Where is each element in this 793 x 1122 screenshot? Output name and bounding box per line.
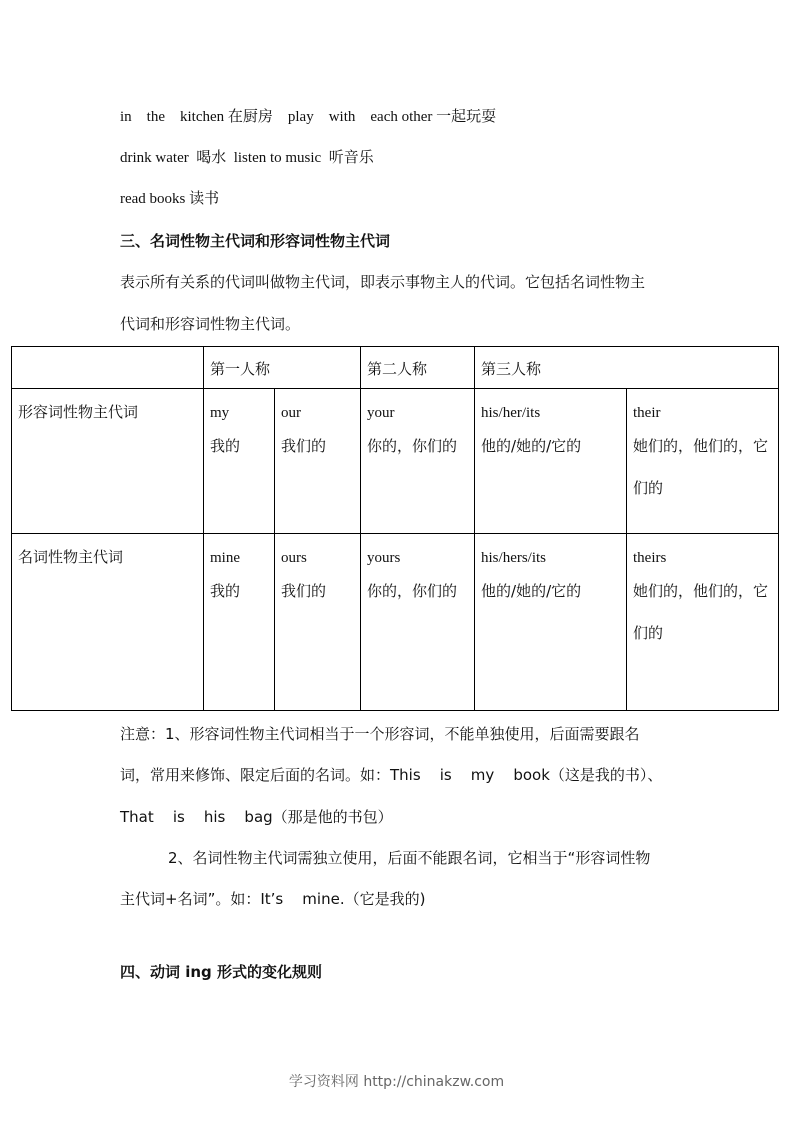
note-2-line-2: 主代词+名词”。如：It’s mine.（它是我的)	[120, 890, 426, 908]
section-3-intro-line-2: 代词和形容词性物主代词。	[120, 315, 301, 333]
table-row	[12, 534, 779, 711]
table-cell: his/hers/its 他的/她的/它的	[475, 534, 627, 711]
note-1-line-1: 注意：1、形容词性物主代词相当于一个形容词，不能单独使用，后面需要跟名	[120, 725, 640, 743]
header-empty-cell	[12, 347, 204, 389]
section-4-heading: 四、动词 ing 形式的变化规则	[120, 963, 323, 981]
table-row	[12, 389, 779, 534]
table-header-row	[12, 347, 779, 389]
note-2-line-1: 2、名词性物主代词需独立使用，后面不能跟名词，它相当于“形容词性物	[168, 849, 651, 867]
table-cell: yours 你的，你们的	[361, 534, 475, 711]
section-3-heading: 三、名词性物主代词和形容词性物主代词	[120, 232, 391, 250]
table-cell: his/her/its 他的/她的/它的	[475, 389, 627, 534]
table-cell: my 我的	[204, 389, 275, 534]
note-1-line-3: That is his bag（那是他的书包）	[120, 808, 393, 826]
phrase-line-2: drink water 喝水 listen to music 听音乐	[120, 150, 374, 166]
table-cell: their 她们的，他们的，它们的	[627, 389, 779, 534]
header-second-person: 第二人称	[361, 347, 475, 389]
possessive-pronoun-table	[11, 346, 779, 711]
phrase-line-3: read books 读书	[120, 191, 220, 207]
note-1-line-2: 词，常用来修饰、限定后面的名词。如：This is my book（这是我的书）、	[120, 766, 663, 784]
row-label-adjective-possessive: 形容词性物主代词	[12, 389, 204, 534]
table-cell: our 我们的	[275, 389, 361, 534]
row-label-noun-possessive: 名词性物主代词	[12, 534, 204, 711]
footer-watermark: 学习资料网 http://chinakzw.com	[288, 1074, 505, 1090]
header-first-person: 第一人称	[204, 347, 361, 389]
table-cell: your 你的，你们的	[361, 389, 475, 534]
phrase-line-1: in the kitchen 在厨房 play with each other 一起玩耍	[120, 109, 497, 125]
table-cell: mine 我的	[204, 534, 275, 711]
section-3-intro-line-1: 表示所有关系的代词叫做物主代词，即表示事物主人的代词。它包括名词性物主	[120, 273, 646, 291]
header-third-person: 第三人称	[475, 347, 779, 389]
table-cell: theirs 她们的，他们的，它们的	[627, 534, 779, 711]
table-cell: ours 我们的	[275, 534, 361, 711]
